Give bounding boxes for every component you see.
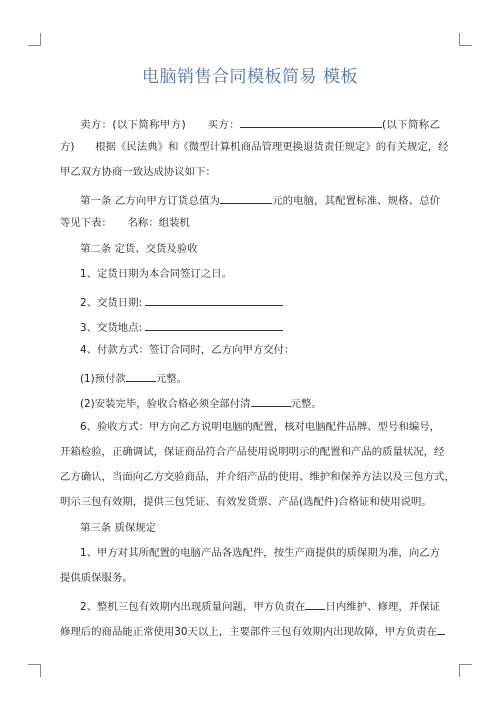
trailing-blank	[437, 623, 445, 635]
line-delivery-date: 2、交货日期:	[80, 294, 460, 310]
crop-mark-top-right	[459, 33, 472, 46]
delivery-place-blank	[145, 319, 283, 331]
line-inspection-2: 开箱检验，正确调试，保证商品符合产品使用说明明示的配置和产品的质量状况，经	[60, 446, 445, 458]
line-parties: 卖方：(以下简称甲方) 买方： (以下简称乙	[60, 116, 440, 132]
line-warranty-2: 提供质保服务。	[60, 572, 133, 584]
delivery-date-blank	[145, 294, 283, 306]
document-title: 电脑销售合同模板简易 模板	[142, 67, 358, 87]
crop-mark-bottom-left	[28, 664, 41, 677]
line-inspection-4: 明示三包有效期，提供三包凭证、有效发货票、产品(选配件)合格证和使用说明。	[60, 496, 432, 508]
line-inspection-3: 乙方确认，当面向乙方交验商品，并介绍产品的使用、维护和保养方法以及三包方式，	[60, 471, 455, 483]
line-warranty-1: 1、甲方对其所配置的电脑产品各选配件，按生产商提供的质保期为准，向乙方	[80, 547, 440, 559]
crop-mark-bottom-right	[459, 664, 472, 677]
line-warranty-3: 2、整机三包有效期内出现质量问题，甲方负责在 日内维护、修理，并保证	[60, 598, 440, 614]
line-payment-method: 4、付款方式：签订合同时，乙方向甲方交付：	[80, 344, 295, 356]
line-prepayment: (1)预付款 元整。	[80, 370, 460, 386]
line-warranty-4: 修理后的商品能正常使用30天以上，主要部件三包有效期内出现故障，甲方负责在	[60, 623, 440, 639]
line-agreement: 甲乙双方协商一致达成协议如下：	[60, 166, 216, 178]
final-payment-blank	[251, 395, 291, 407]
line-inspection-1: 6、验收方式：甲方向乙方说明电脑的配置，核对电脑配件品牌、型号和编号，	[80, 421, 440, 433]
line-order-date: 1、定货日期为本合同签订之日。	[80, 268, 233, 280]
line-basis: 方) 根据《民法典》和《微型计算机商品管理更换退货责任规定》的有关规定，经	[60, 141, 449, 153]
line-product-name: 等见下表： 名称：组装机	[60, 217, 190, 229]
line-article1: 第一条 乙方向甲方订货总值为 元的电脑，其配置标准、规格、总价	[60, 192, 440, 208]
total-value-blank	[220, 192, 272, 204]
prepayment-blank	[126, 370, 156, 382]
line-article2-heading: 第二条 定货、交货及验收	[80, 243, 198, 255]
crop-mark-top-left	[28, 33, 41, 46]
line-article3-heading: 第三条 质保规定	[80, 522, 157, 534]
line-delivery-place: 3、交货地点:	[80, 319, 460, 335]
line-final-payment: (2)安装完毕，验收合格必须全部付清 元整。	[80, 395, 460, 411]
repair-days-blank	[305, 598, 325, 610]
buyer-blank	[240, 116, 382, 128]
